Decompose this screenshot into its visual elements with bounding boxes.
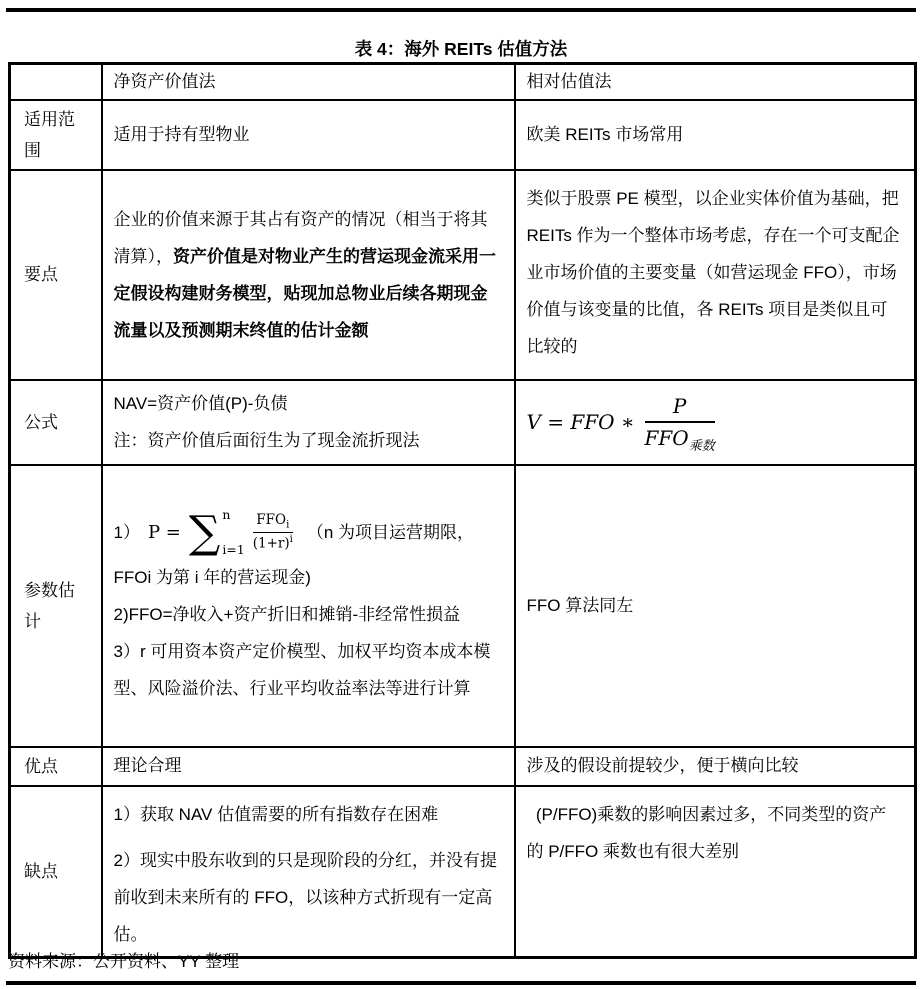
sum-fraction-denominator [253, 533, 293, 551]
parameters-nav-cell [102, 465, 515, 747]
relative-valuation-formula [527, 388, 904, 456]
row-label-key-points: 要点 [10, 170, 102, 380]
reits-valuation-table [8, 62, 917, 959]
cons-relative-cell [515, 786, 916, 958]
item1-tail: （n 为项目运营期限， [306, 523, 475, 542]
sum-fraction-numerator [253, 511, 293, 534]
source-note: 资料来源：公开资料、YY 整理 [8, 952, 240, 971]
scope-relative-cell: 欧美 REITs 市场常用 [515, 100, 916, 170]
key-points-relative-cell [515, 170, 916, 380]
table-header-row [10, 64, 916, 100]
sigma-lower-limit: i=1 [222, 542, 245, 557]
sum-fraction [252, 511, 293, 552]
key-points-nav-text [114, 201, 503, 349]
row-formula [10, 380, 916, 465]
pros-relative-cell: 涉及的假设前提较少，便于横向比较 [515, 747, 916, 786]
table-title: 表 4：海外 REITs 估值方法 [354, 39, 568, 59]
formula-relative-cell [515, 380, 916, 465]
row-parameters [10, 465, 916, 747]
nav-formula-line2: 注：资产价值后面衍生为了现金流折现法 [113, 431, 420, 450]
sigma-limits [222, 506, 245, 557]
parameters-relative-cell: FFO 算法同左 [515, 465, 916, 747]
fraction-denominator [644, 423, 715, 454]
key-points-nav-cell [102, 170, 515, 380]
key-points-bold-text: 资产价值是对物业产生的营运现金流采用一定假设构建财务模型，贴现加总物业后续各期现金流量以及预测期末终值的估计金额 [113, 246, 496, 340]
header-empty-cell [10, 64, 102, 100]
header-nav-method: 净资产价值法 [102, 64, 515, 100]
formula-fraction [644, 394, 715, 454]
key-points-regular-text: 企业的价值来源于其占有资产的情况（相当于将其清算）， [113, 209, 488, 266]
bottom-divider [6, 981, 916, 985]
sum-formula [114, 505, 503, 559]
item1-lhs: P = [147, 521, 181, 543]
cons-item1: 1）获取 NAV 估值需要的所有指数存在困难 [113, 804, 439, 824]
denominator-base: FFO [644, 426, 689, 450]
fraction-numerator: P [645, 394, 715, 423]
sigma-symbol: ∑ [188, 506, 221, 558]
nav-formula-line1: NAV=资产价值(P)-负债 [113, 394, 288, 413]
row-label-formula: 公式 [10, 380, 102, 465]
parameters-item2: 2)FFO=净收入+资产折旧和摊销-非经常性损益 [113, 604, 461, 624]
row-label-parameters: 参数估计 [10, 465, 102, 747]
row-cons [10, 786, 916, 958]
power-superscript: i [289, 534, 293, 546]
row-key-points [10, 170, 916, 380]
cons-item2: 2）现实中股东收到的只是现阶段的分红，并没有提前收到未来所有的 FFO，以该种方式折现有一定高估。 [113, 850, 497, 944]
cons-relative-text: (P/FFO)乘数的影响因素过多，不同类型的资产的 P/FFO 乘数也有很大差别 [526, 804, 887, 861]
row-scope [10, 100, 916, 170]
ffo-base: FFO [256, 511, 287, 528]
header-relative-method: 相对估值法 [515, 64, 916, 100]
row-label-pros: 优点 [10, 747, 102, 786]
row-pros [10, 747, 916, 786]
cons-nav-cell [102, 786, 515, 958]
item1-line2: FFOi 为第 i 年的营运现金) [113, 567, 311, 587]
one-plus-r-base: (1+r) [252, 535, 290, 552]
scope-nav-cell: 适用于持有型物业 [102, 100, 515, 170]
formula-lhs: V = FFO ∗ [526, 410, 635, 434]
row-label-cons: 缺点 [10, 786, 102, 958]
formula-nav-cell [102, 380, 515, 465]
ffo-subscript: i [286, 519, 290, 531]
row-label-scope: 适用范围 [10, 100, 102, 170]
sigma-upper-limit: n [222, 506, 231, 522]
pros-nav-cell: 理论合理 [102, 747, 515, 786]
parameters-item3: 3）r 可用资本资产定价模型、加权平均资本成本模型、风险溢价法、行业平均收益率法等进行计算 [113, 641, 491, 698]
key-points-relative-text: 类似于股票 PE 模型，以企业实体价值为基础，把 REITs 作为一个整体市场考虑，存在一个可支配企业市场价值的主要变量（如营运现金 FFO），市场价值与该变量的比值，各 REITs 项目是类似且可比较的 [526, 188, 900, 356]
denominator-subscript: 乘数 [688, 439, 715, 454]
top-divider [6, 8, 916, 12]
item1-number: 1） [113, 523, 140, 542]
